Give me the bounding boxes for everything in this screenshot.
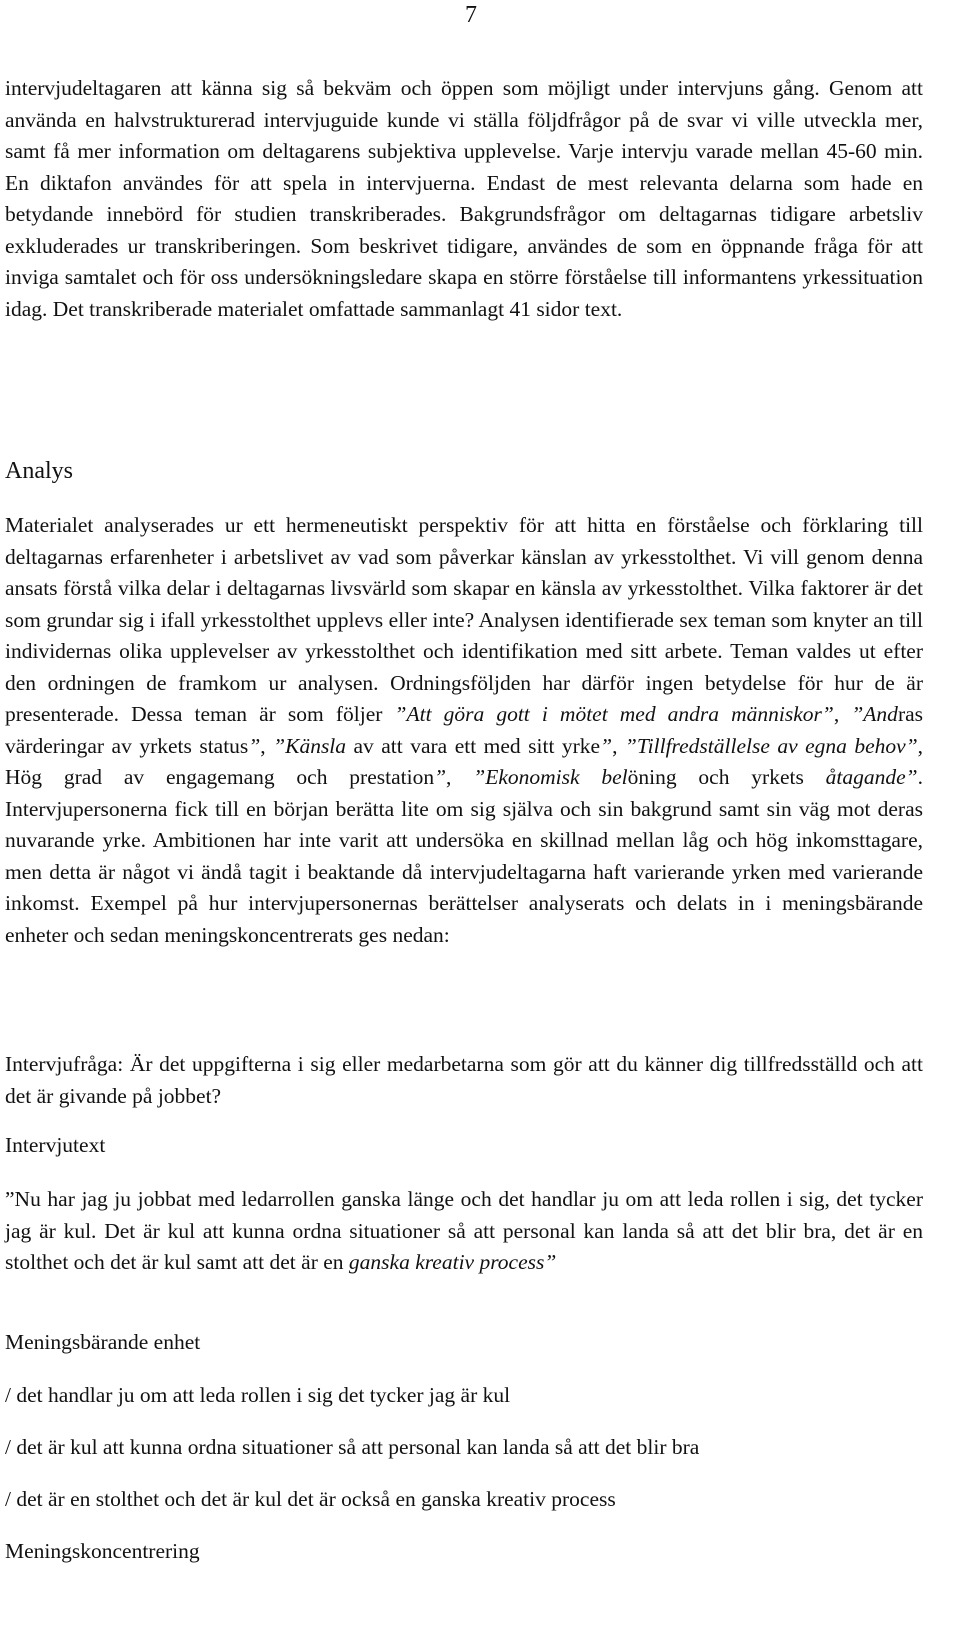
separator: ,	[917, 733, 924, 758]
theme-6-end: åtagande”	[825, 765, 918, 789]
separator: ,	[612, 733, 625, 758]
theme-2-start: ”And	[851, 702, 898, 726]
theme-3-start: ”Känsla	[273, 733, 347, 758]
theme-2-rest: ras värderingar av yrkets status	[5, 702, 924, 758]
separator: ,	[833, 702, 852, 726]
meaning-unit: / det handlar ju om att leda rollen i sig det tycker jag är kul	[5, 1383, 511, 1407]
theme-2-end: ”	[248, 733, 261, 758]
paragraph-method: intervjudeltagaren att känna sig så bekväm och öppen som möjligt under intervjuns gång. Genom att använda en halvstrukturerad intervjuguide kunde vi ställa följdfrågor på de svar vi ville utveckla mer, samt få mer information om deltagarens subjektiva upplevelse. Varje intervju varade mellan 45-60 min. En diktafon användes för att spela in intervjuerna. Endast de mest relevanta delarna som hade en betydande innebörd för studien transkriberades. Bakgrundsfrågor om deltagarnas tidigare arbetsliv exkluderades ur transkriberingen. Som beskrivet tidigare, användes de som en öppnande fråga för att inviga samtalet och för oss undersökningsledare skapa en större förståelse till informantens yrkessituation idag. Det transkriberade materialet omfattade sammanlagt 41 sidor text.	[5, 76, 923, 321]
theme-1: ”Att göra gott i mötet med andra människor”	[394, 702, 834, 726]
separator: ,	[260, 733, 274, 758]
analysis-text-end: . Intervjupersonerna fick till en början berätta lite om sig själva och sin bakgrund samt sin väg mot deras nuvarande yrke. Ambitionen har inte varit att undersöka en skillnad mellan låg och hög inkomsttagare, men detta är något vi ändå tagit i beaktande då intervjudeltagarna haft varierande yrken med varierande inkomst. Exempel på hur intervjupersonernas berättelser analyserats och delats in i meningsbärande enheter och sedan meningskoncentrerats ges nedan:	[5, 765, 924, 947]
paragraph-analysis	[5, 510, 923, 951]
quote-text-italic: ganska kreativ process”	[348, 1250, 557, 1274]
page-number: 7	[465, 2, 477, 28]
interview-question: Intervjufråga: Är det uppgifterna i sig eller medarbetarna som gör att du känner dig tillfredsställd och att det är givande på jobbet?	[5, 1052, 923, 1108]
meaning-unit: / det är en stolthet och det är kul det är också en ganska kreativ process	[5, 1487, 616, 1511]
quote-text: ”Nu har jag ju jobbat med ledarrollen ganska länge och det handlar ju om att leda rollen i sig, det tycker jag är kul. Det är kul att kunna ordna situationer så att personal kan landa så att det blir bra, det är en stolthet och det är kul samt att det är en	[5, 1187, 923, 1274]
heading-analys: Analys	[5, 458, 73, 484]
theme-3-end: ”	[600, 733, 613, 758]
theme-6-mid: öning och yrkets	[627, 765, 826, 789]
analysis-text-start: Materialet analyserades ur ett hermeneutiskt perspektiv för att hitta en förståelse och förklaring till deltagarnas erfarenheter i arbetslivet av vad som påverkar känslan av yrkesstolthet. Vi vill genom denna ansats förstå vilka delar i deltagarnas livsvärld som skapar en känsla av yrkesstolthet. Vilka faktorer är det som grundar sig i ifall yrkesstolthet upplevs eller inte? Analysen identifierade sex teman som knyter an till individernas olika upplevelser av yrkesstolthet och identifikation med sitt arbete. Teman valdes ut efter den ordningen de framkom ur analysen. Ordningsföljden har därför ingen betydelse för hur de är presenterade. Dessa teman är som följer	[5, 513, 923, 726]
meaning-unit: / det är kul att kunna ordna situationer så att personal kan landa så att det blir bra	[5, 1435, 700, 1459]
theme-3-rest: av att vara ett med sitt yrke	[346, 733, 601, 758]
theme-4: ”Tillfredställelse av egna behov”	[624, 733, 918, 758]
theme-5: Hög grad av engagemang och prestation	[5, 765, 435, 789]
label-intervjutext: Intervjutext	[5, 1133, 106, 1157]
label-meningsbarande-enhet: Meningsbärande enhet	[5, 1330, 201, 1354]
separator: ,	[446, 765, 474, 789]
theme-6-start: ”Ekonomisk bel	[473, 765, 628, 789]
theme-5-end: ”	[434, 765, 447, 789]
interview-quote	[5, 1184, 923, 1279]
label-meningskoncentrering: Meningskoncentrering	[5, 1539, 200, 1563]
